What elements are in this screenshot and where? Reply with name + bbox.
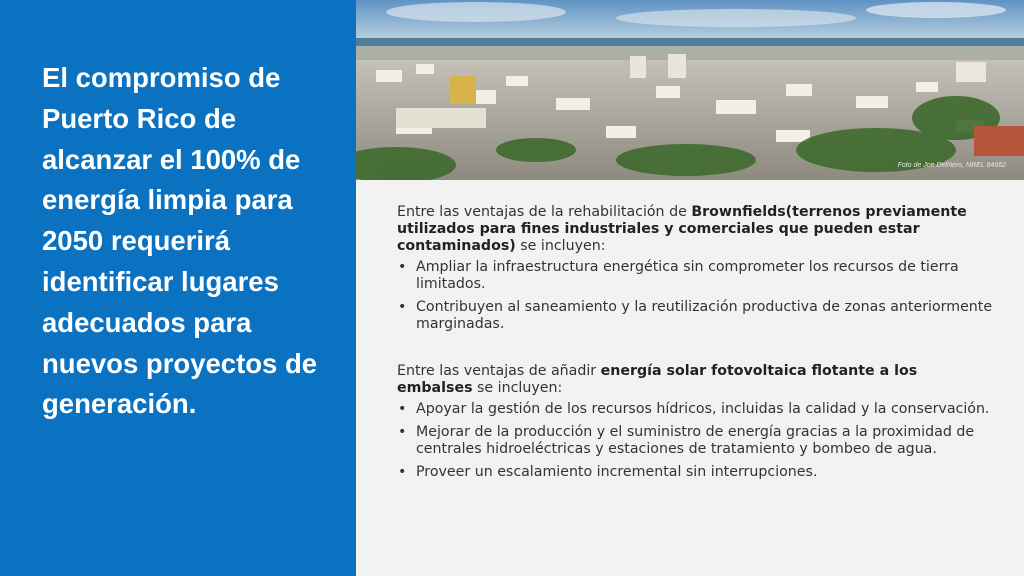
brownfields-intro-pre: Entre las ventajas de la rehabilitación de: [397, 204, 692, 220]
list-item: • Contribuyen al saneamiento y la reutilización productiva de zonas anteriormente marginadas.: [397, 299, 997, 333]
list-item: • Ampliar la infraestructura energética sin comprometer los recursos de tierra limitados.: [397, 259, 997, 293]
floating-solar-intro-bold: energía solar fotovoltaica flotante a los embalses: [397, 363, 918, 396]
floating-solar-intro-pre: Entre las ventajas de añadir: [397, 363, 601, 379]
floating-solar-intro-post: se incluyen:: [472, 380, 563, 396]
floating-solar-list: [397, 401, 997, 481]
body-text: [397, 204, 997, 487]
list-item: • Mejorar de la producción y el suministro de energía gracias a la proximidad de centrales hidroeléctricas y estaciones de tratamiento y bombeo de agua.: [397, 424, 997, 458]
slide-title: El compromiso de Puerto Rico de alcanzar el 100% de energía limpia para 2050 requerirá identificar lugares adecuados para nuevos proyectos de generación.: [42, 62, 318, 420]
list-item: • Proveer un escalamiento incremental sin interrupciones.: [397, 464, 997, 481]
brownfields-intro-bold: Brownfields(terrenos previamente utilizados para fines industriales y comerciales que pueden estar contaminados): [397, 204, 967, 254]
photo-credit: Foto de Joe DelNero, NREL 84662: [897, 162, 1006, 169]
city-photo-illustration: [356, 0, 1024, 180]
brownfields-list: [397, 259, 997, 333]
list-item: • Apoyar la gestión de los recursos hídricos, incluidas la calidad y la conservación.: [397, 401, 997, 418]
city-photo: [356, 0, 1024, 180]
brownfields-intro: [397, 204, 997, 255]
brownfields-intro-post: se incluyen:: [515, 238, 606, 254]
title-panel: [0, 0, 356, 576]
floating-solar-intro: [397, 363, 997, 397]
